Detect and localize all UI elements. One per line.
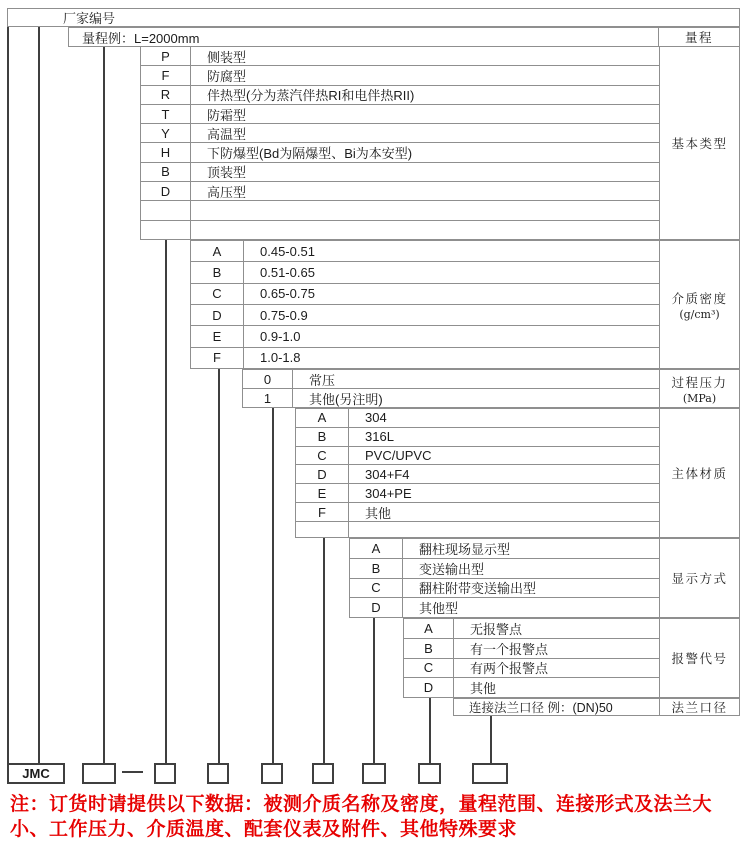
option-row bbox=[191, 305, 659, 326]
connector-line bbox=[323, 538, 325, 763]
option-desc-cell bbox=[191, 221, 659, 239]
option-code-cell: T bbox=[141, 105, 191, 123]
option-code-cell: B bbox=[404, 639, 454, 658]
option-row bbox=[141, 86, 659, 105]
section-medium-density bbox=[190, 240, 660, 369]
manufacturer-number-label: 厂家编号 bbox=[63, 11, 116, 26]
section-alarm-code bbox=[403, 618, 660, 698]
option-code-cell: B bbox=[191, 262, 244, 282]
option-code-cell: R bbox=[141, 86, 191, 104]
option-row bbox=[296, 484, 659, 503]
option-row bbox=[296, 447, 659, 466]
option-code-cell: F bbox=[141, 66, 191, 84]
option-row bbox=[296, 503, 659, 522]
option-row bbox=[191, 262, 659, 283]
range-example-text: 量程例：L=2000mm bbox=[82, 30, 200, 46]
option-code-cell: C bbox=[350, 579, 403, 598]
option-desc-cell: 其他 bbox=[470, 681, 497, 697]
option-code-cell: Y bbox=[141, 124, 191, 142]
option-desc-cell: 下防爆型(Bd为隔爆型、Bi为本安型) bbox=[207, 146, 413, 162]
option-row bbox=[191, 284, 659, 305]
order-note: 注：订货时请提供以下数据：被测介质名称及密度，量程范围、连接形式及法兰大小、工作压力、介质温度、配套仪表及附件、其他特殊要求 bbox=[10, 794, 713, 840]
option-row bbox=[141, 47, 659, 66]
option-row bbox=[243, 389, 659, 407]
connector-line bbox=[7, 27, 9, 763]
option-row bbox=[404, 639, 659, 659]
model-prefix-box: JMC bbox=[7, 763, 65, 784]
category-label-process-pressure bbox=[659, 369, 740, 408]
option-code-cell: C bbox=[296, 447, 349, 465]
option-row bbox=[404, 659, 659, 679]
option-row bbox=[404, 619, 659, 639]
option-desc-cell: 0.65-0.75 bbox=[260, 286, 315, 302]
code-slot-box-8 bbox=[472, 763, 508, 784]
option-code-cell: F bbox=[296, 503, 349, 521]
section-body-material bbox=[295, 408, 660, 538]
option-desc-cell: 其他(另注明) bbox=[309, 391, 383, 407]
category-label-text: 基本类型 bbox=[671, 136, 728, 151]
option-code-cell: D bbox=[404, 678, 454, 697]
option-desc-cell: 0.51-0.65 bbox=[260, 264, 315, 280]
option-row bbox=[350, 579, 659, 599]
category-label-text: 显示方式 bbox=[671, 571, 728, 586]
section-process-pressure bbox=[242, 369, 660, 408]
code-slot-box-3 bbox=[207, 763, 229, 784]
option-code-cell: A bbox=[350, 539, 403, 558]
option-code-cell: B bbox=[350, 559, 403, 578]
flange-size-row bbox=[453, 698, 660, 716]
option-row bbox=[191, 241, 659, 262]
manufacturer-number-row bbox=[7, 8, 740, 27]
category-label-display-mode bbox=[659, 538, 740, 618]
option-row bbox=[296, 465, 659, 484]
option-desc-cell: 0.45-0.51 bbox=[260, 243, 315, 259]
flange-size-text: 连接法兰口径 例：(DN)50 bbox=[469, 701, 613, 715]
option-code-cell: A bbox=[404, 619, 454, 638]
connector-line bbox=[490, 716, 492, 763]
option-code-cell: E bbox=[191, 326, 244, 346]
option-desc-cell bbox=[191, 201, 659, 219]
connector-line bbox=[429, 698, 431, 763]
code-slot-box-1 bbox=[82, 763, 116, 784]
category-label-flange bbox=[659, 698, 740, 716]
option-code-cell: B bbox=[141, 163, 191, 181]
option-row bbox=[350, 598, 659, 617]
option-desc-cell: 变送输出型 bbox=[419, 561, 485, 577]
empty-row bbox=[141, 201, 659, 220]
option-desc-cell: 其他型 bbox=[419, 601, 459, 617]
option-row bbox=[141, 163, 659, 182]
category-label-range: 量程 bbox=[658, 28, 739, 46]
option-desc-cell: 304+PE bbox=[365, 485, 412, 501]
option-code-cell: C bbox=[404, 659, 454, 678]
section-display-mode bbox=[349, 538, 660, 618]
option-row bbox=[296, 409, 659, 428]
option-row bbox=[350, 559, 659, 579]
option-row bbox=[350, 539, 659, 559]
category-label-unit: (MPa) bbox=[682, 391, 717, 405]
option-row bbox=[296, 428, 659, 447]
option-desc-cell: 防霜型 bbox=[207, 107, 247, 123]
option-desc-cell: 无报警点 bbox=[470, 621, 523, 637]
code-slot-box-2 bbox=[154, 763, 176, 784]
option-desc-cell: 有两个报警点 bbox=[470, 661, 549, 677]
empty-row bbox=[141, 221, 659, 239]
option-code-cell: D bbox=[296, 465, 349, 483]
option-code-cell bbox=[141, 201, 191, 219]
option-desc-cell: PVC/UPVC bbox=[365, 448, 432, 464]
option-row bbox=[191, 326, 659, 347]
option-row bbox=[191, 348, 659, 368]
option-code-cell bbox=[141, 221, 191, 239]
code-slot-box-7 bbox=[418, 763, 441, 784]
connector-line bbox=[165, 240, 167, 763]
range-row bbox=[68, 27, 740, 47]
option-code-cell: D bbox=[350, 598, 403, 617]
option-code-cell: B bbox=[296, 428, 349, 446]
category-label-text: 法兰口径 bbox=[671, 700, 728, 715]
option-code-cell: D bbox=[141, 182, 191, 200]
code-slot-box-6 bbox=[362, 763, 386, 784]
option-row bbox=[404, 678, 659, 697]
option-desc-cell: 翻柱附带变送输出型 bbox=[419, 581, 537, 597]
empty-row bbox=[296, 522, 659, 537]
dash-separator bbox=[122, 771, 143, 773]
option-code-cell: H bbox=[141, 143, 191, 161]
option-code-cell: C bbox=[191, 284, 244, 304]
option-desc-cell: 其他 bbox=[365, 505, 392, 521]
connector-line bbox=[373, 618, 375, 763]
option-desc-cell: 高压型 bbox=[207, 184, 247, 200]
option-desc-cell: 304 bbox=[365, 410, 387, 426]
code-slot-box-4 bbox=[261, 763, 283, 784]
category-label-text: 过程压力 bbox=[671, 374, 728, 390]
section-basic-type bbox=[140, 46, 660, 240]
option-desc-cell: 顶装型 bbox=[207, 165, 247, 181]
option-code-cell: D bbox=[191, 305, 244, 325]
option-code-cell bbox=[296, 522, 349, 537]
category-label-text: 主体材质 bbox=[671, 466, 728, 481]
option-row bbox=[141, 66, 659, 85]
option-code-cell: F bbox=[191, 348, 244, 368]
option-desc-cell: 0.9-1.0 bbox=[260, 328, 301, 344]
option-desc-cell: 防腐型 bbox=[207, 68, 247, 84]
option-row bbox=[243, 370, 659, 389]
option-row bbox=[141, 105, 659, 124]
option-desc-cell: 1.0-1.8 bbox=[260, 350, 301, 366]
connector-line bbox=[103, 47, 105, 763]
connector-line bbox=[218, 369, 220, 763]
connector-line bbox=[272, 408, 274, 763]
option-code-cell: E bbox=[296, 484, 349, 502]
option-code-cell: 0 bbox=[243, 370, 293, 388]
option-desc-cell bbox=[349, 522, 659, 537]
option-desc-cell: 高温型 bbox=[207, 126, 247, 142]
option-desc-cell: 有一个报警点 bbox=[470, 641, 549, 657]
option-code-cell: 1 bbox=[243, 389, 293, 407]
category-label-basic-type bbox=[659, 46, 740, 240]
connector-line bbox=[38, 27, 40, 763]
option-row bbox=[141, 124, 659, 143]
option-desc-cell: 304+F4 bbox=[365, 466, 410, 482]
option-code-cell: A bbox=[296, 409, 349, 427]
option-desc-cell: 0.75-0.9 bbox=[260, 307, 308, 323]
option-desc-cell: 316L bbox=[365, 429, 394, 445]
category-label-body-material bbox=[659, 408, 740, 538]
category-label-alarm-code bbox=[659, 618, 740, 698]
category-label-text: 报警代号 bbox=[671, 651, 728, 666]
option-desc-cell: 常压 bbox=[309, 372, 336, 388]
code-slot-box-5 bbox=[312, 763, 334, 784]
category-label-unit: (g/cm³) bbox=[679, 307, 720, 321]
category-label-medium-density bbox=[659, 240, 740, 369]
option-desc-cell: 翻柱现场显示型 bbox=[419, 541, 511, 557]
category-label-text: 介质密度 bbox=[671, 290, 728, 306]
option-code-cell: P bbox=[141, 47, 191, 65]
option-row bbox=[141, 143, 659, 162]
option-desc-cell: 侧装型 bbox=[207, 49, 247, 65]
option-row bbox=[141, 182, 659, 201]
option-code-cell: A bbox=[191, 241, 244, 261]
option-desc-cell: 伴热型(分为蒸汽伴热RI和电伴热RII) bbox=[207, 88, 415, 104]
